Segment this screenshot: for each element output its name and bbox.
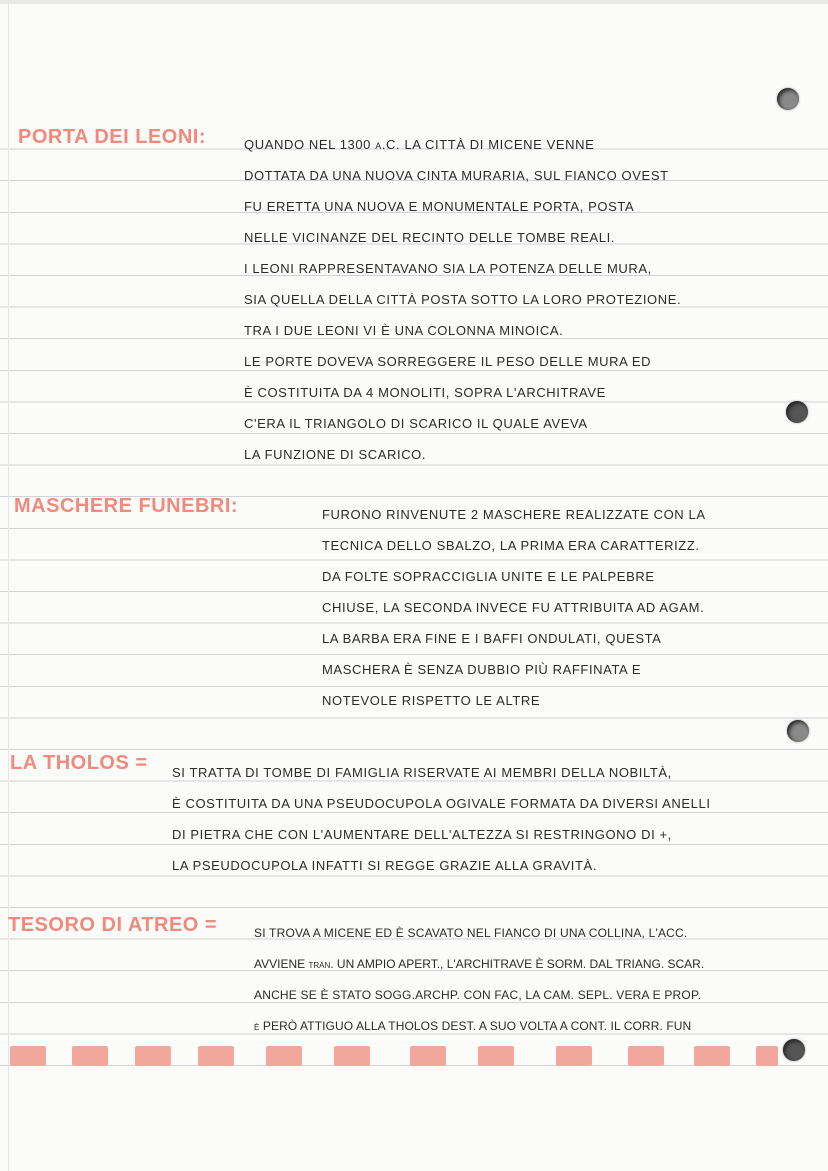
color-tab [72,1046,108,1066]
text-line: NOTEVOLE RISPETTO LE ALTRE [322,693,541,708]
color-tab [556,1046,592,1066]
text-line: FU ERETTA UNA NUOVA E MONUMENTALE PORTA, POSTA [244,199,635,214]
color-tab [756,1046,778,1066]
color-tab [334,1046,370,1066]
text-line: SIA QUELLA DELLA CITTÀ POSTA SOTTO LA LORO PROTEZIONE. [244,292,682,307]
text-line: DA FOLTE SOPRACCIGLIA UNITE E LE PALPEBRE [322,569,655,584]
text-line: I LEONI RAPPRESENTAVANO SIA LA POTENZA DELLE MURA, [244,261,652,276]
text-line: ANCHE SE È STATO SOGG.ARCHP. CON FAC, LA CAM. SEPL. VERA E PROP. [254,988,702,1002]
color-tab-strip [0,1046,828,1066]
page-top-margin [0,0,828,122]
color-tab [135,1046,171,1066]
text-line: SI TROVA A MICENE ED È SCAVATO NEL FIANCO DI UNA COLLINA, L'ACC. [254,926,688,940]
color-tab [266,1046,302,1066]
text-line: È COSTITUITA DA 4 MONOLITI, SOPRA L'ARCHITRAVE [244,385,606,400]
text-line: DOTTATA DA UNA NUOVA CINTA MURARIA, SUL FIANCO OVEST [244,168,669,183]
heading-la-tholos: LA THOLOS = [10,752,148,774]
binder-hole-icon [777,88,799,110]
text-line: LA BARBA ERA FINE E I BAFFI ONDULATI, QUESTA [322,631,662,646]
color-tab [628,1046,664,1066]
text-line: AVVIENE tran. UN AMPIO APERT., L'ARCHITRAVE È SORM. DAL TRIANG. SCAR. [254,957,705,971]
heading-maschere-funebri: MASCHERE FUNEBRI: [14,495,239,517]
heading-tesoro-di-atreo: TESORO DI ATREO = [8,914,218,936]
margin-line [8,0,9,1171]
text-line: C'ERA IL TRIANGOLO DI SCARICO IL QUALE AVEVA [244,416,588,431]
text-line: DI PIETRA CHE CON L'AUMENTARE DELL'ALTEZZA SI RESTRINGONO DI +, [172,827,672,842]
text-line: FURONO RINVENUTE 2 MASCHERE REALIZZATE CON LA [322,507,706,522]
text-line: NELLE VICINANZE DEL RECINTO DELLE TOMBE REALI. [244,230,616,245]
page-bottom-margin [0,1075,828,1171]
text-line: è PERÒ ATTIGUO ALLA THOLOS DEST. A SUO VOLTA A CONT. IL CORR. FUN [254,1019,692,1033]
binder-hole-icon [786,401,808,423]
text-line: TECNICA DELLO SBALZO, LA PRIMA ERA CARATTERIZZ. [322,538,700,553]
text-line: È COSTITUITA DA UNA PSEUDOCUPOLA OGIVALE FORMATA DA DIVERSI ANELLI [172,796,711,811]
text-line: LA PSEUDOCUPOLA INFATTI SI REGGE GRAZIE ALLA GRAVITÀ. [172,858,598,873]
color-tab [198,1046,234,1066]
color-tab [478,1046,514,1066]
color-tab [410,1046,446,1066]
text-line: LE PORTE DOVEVA SORREGGERE IL PESO DELLE MURA ED [244,354,652,369]
binder-hole-icon [787,720,809,742]
text-line: CHIUSE, LA SECONDA INVECE FU ATTRIBUITA AD AGAM. [322,600,705,615]
color-tab [694,1046,730,1066]
text-line: LA FUNZIONE DI SCARICO. [244,447,427,462]
color-tab [10,1046,46,1066]
text-line: TRA I DUE LEONI VI È UNA COLONNA MINOICA. [244,323,564,338]
text-line: MASCHERA È SENZA DUBBIO PIÙ RAFFINATA E [322,662,642,677]
heading-porta-dei-leoni: PORTA DEI LEONI: [18,126,206,148]
text-line: QUANDO NEL 1300 a.C. LA CITTÀ DI MICENE VENNE [244,137,595,152]
text-line: SI TRATTA DI TOMBE DI FAMIGLIA RISERVATE AI MEMBRI DELLA NOBILTÀ, [172,765,672,780]
